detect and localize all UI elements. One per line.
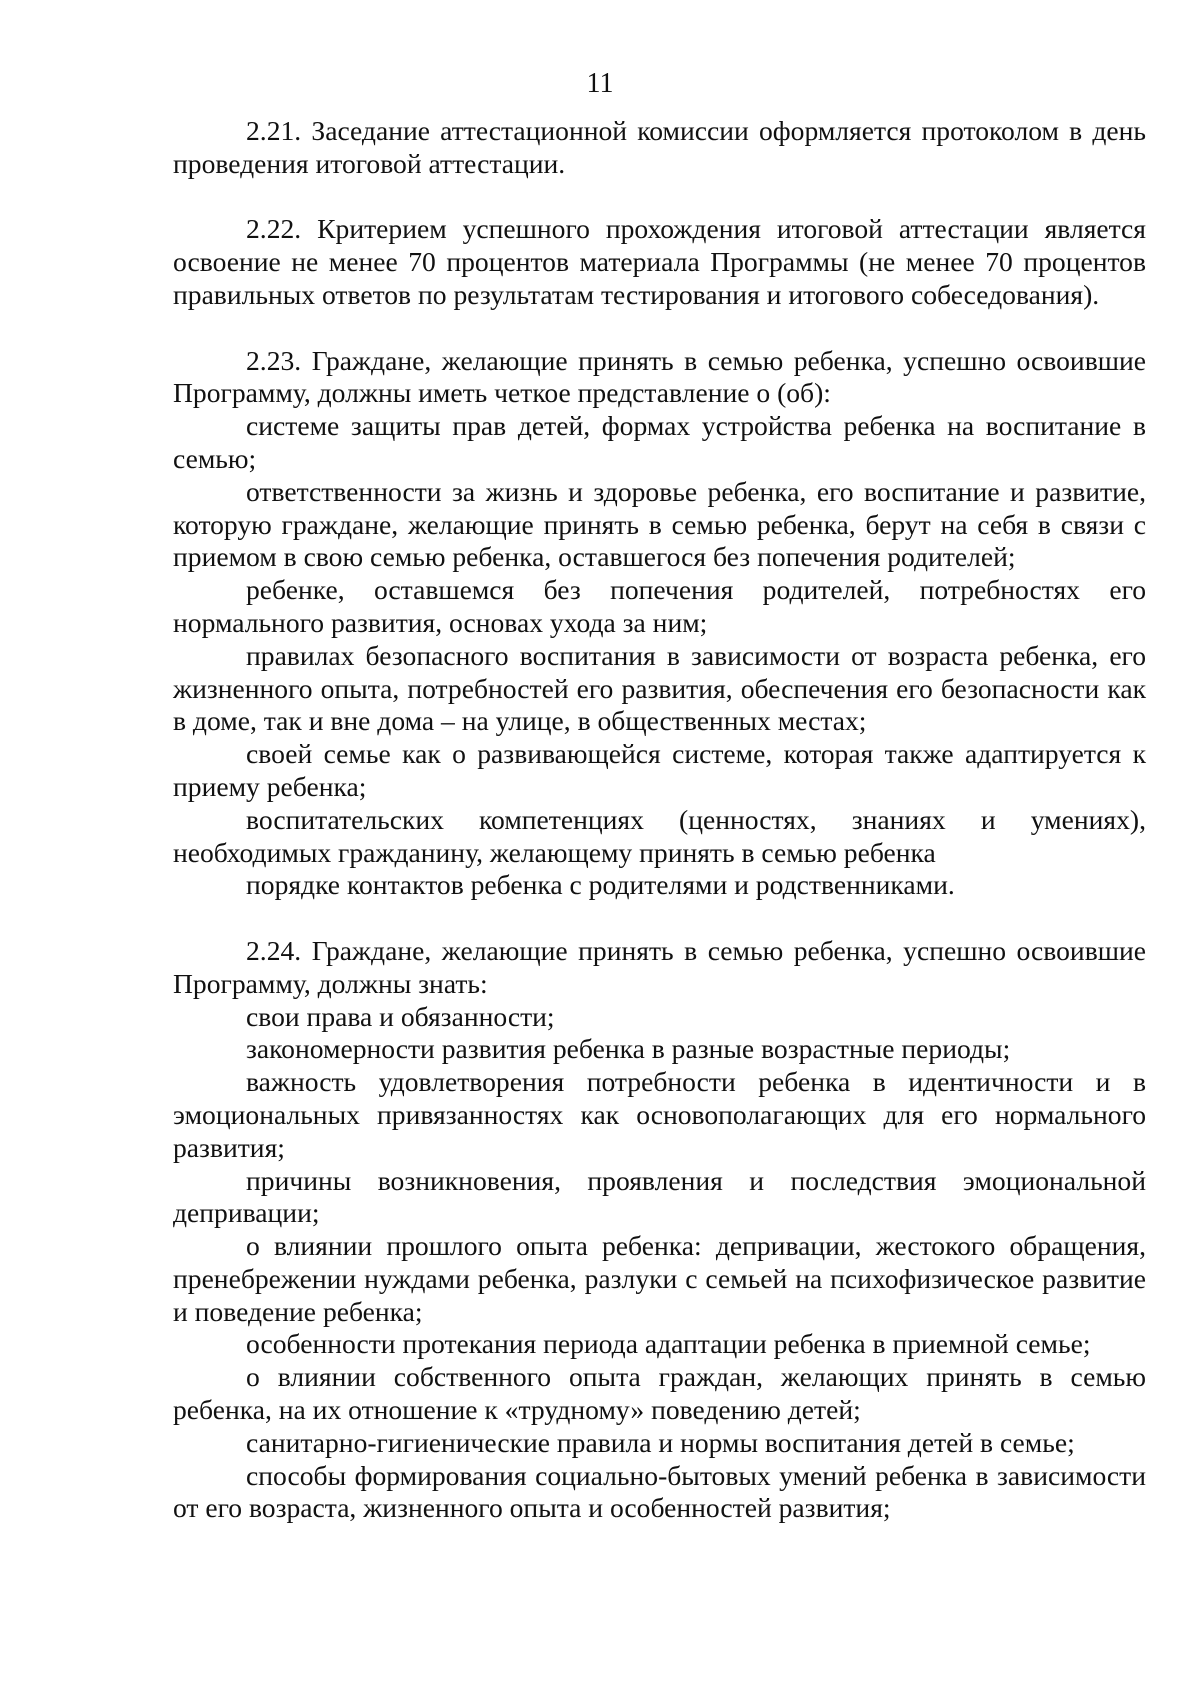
list-item: свои права и обязанности; [246, 1000, 555, 1032]
list-item: порядке контактов ребенка с родителями и родственниками. [246, 869, 955, 901]
list-item: правилах безопасного воспитания в зависимости от возраста ребенка, его жизненного опыта, потребностей его развития, обеспечения его безопасности как в доме, так и вне дома – на улице, в общественных местах; [173, 639, 1146, 737]
document-body [173, 115, 1146, 1525]
list-item: способы формирования социально-бытовых умений ребенка в зависимости от его возраста, жизненного опыта и особенностей развития; [173, 1459, 1146, 1524]
list-item: закономерности развития ребенка в разные возрастные периоды; [246, 1033, 1011, 1065]
paragraph: 2.23. Граждане, желающие принять в семью ребенка, успешно освоившие Программу, должны иметь четкое представление о (об): [173, 344, 1146, 409]
section-gap [173, 181, 1146, 214]
list-item: своей семье как о развивающейся системе, которая также адаптируется к приему ребенка; [173, 738, 1146, 802]
page-number: 11 [586, 68, 614, 99]
list-item: ребенке, оставшемся без попечения родителей, потребностях его нормального развития, основах ухода за ним; [173, 574, 1146, 638]
list-item: ответственности за жизнь и здоровье ребенка, его воспитание и развитие, которую граждане, желающие принять в семью ребенка, берут на себя в связи с приемом в свою семью ребенка, оставшегося без попечения родителей; [173, 475, 1146, 573]
list-item: системе защиты прав детей, формах устройства ребенка на воспитание в семью; [173, 410, 1146, 474]
paragraph: 2.21. Заседание аттестационной комиссии оформляется протоколом в день проведения итоговой аттестации. [173, 115, 1146, 179]
list-item: санитарно-гигиенические правила и нормы воспитания детей в семье; [246, 1426, 1075, 1458]
section-gap [173, 312, 1146, 345]
section-2-24 [173, 935, 1146, 1525]
list-item: причины возникновения, проявления и последствия эмоциональной депривации; [173, 1164, 1146, 1229]
section-gap [173, 902, 1146, 935]
list-item: важность удовлетворения потребности ребенка в идентичности и в эмоциональных привязанностях как основополагающих для его нормального развития; [173, 1066, 1146, 1163]
paragraph: 2.22. Критерием успешного прохождения итоговой аттестации является освоение не менее 70 процентов материала Программы (не менее 70 процентов правильных ответов по результатам тестирования и итогового собеседования). [173, 213, 1146, 310]
section-2-22 [173, 213, 1146, 311]
section-2-23 [173, 345, 1146, 903]
list-item: о влиянии собственного опыта граждан, желающих принять в семью ребенка, на их отношение к «трудному» поведению детей; [173, 1361, 1146, 1426]
list-item: воспитательских компетенциях (ценностях, знаниях и умениях), необходимых гражданину, желающему принять в семью ребенка [173, 803, 1146, 868]
section-2-21 [173, 115, 1146, 181]
paragraph: 2.24. Граждане, желающие принять в семью ребенка, успешно освоившие Программу, должны знать: [173, 934, 1146, 999]
list-item: о влиянии прошлого опыта ребенка: депривации, жестокого обращения, пренебрежении нуждами ребенка, разлуки с семьей на психофизическое развитие и поведение ребенка; [173, 1230, 1146, 1327]
list-item: особенности протекания периода адаптации ребенка в приемной семье; [246, 1328, 1091, 1360]
